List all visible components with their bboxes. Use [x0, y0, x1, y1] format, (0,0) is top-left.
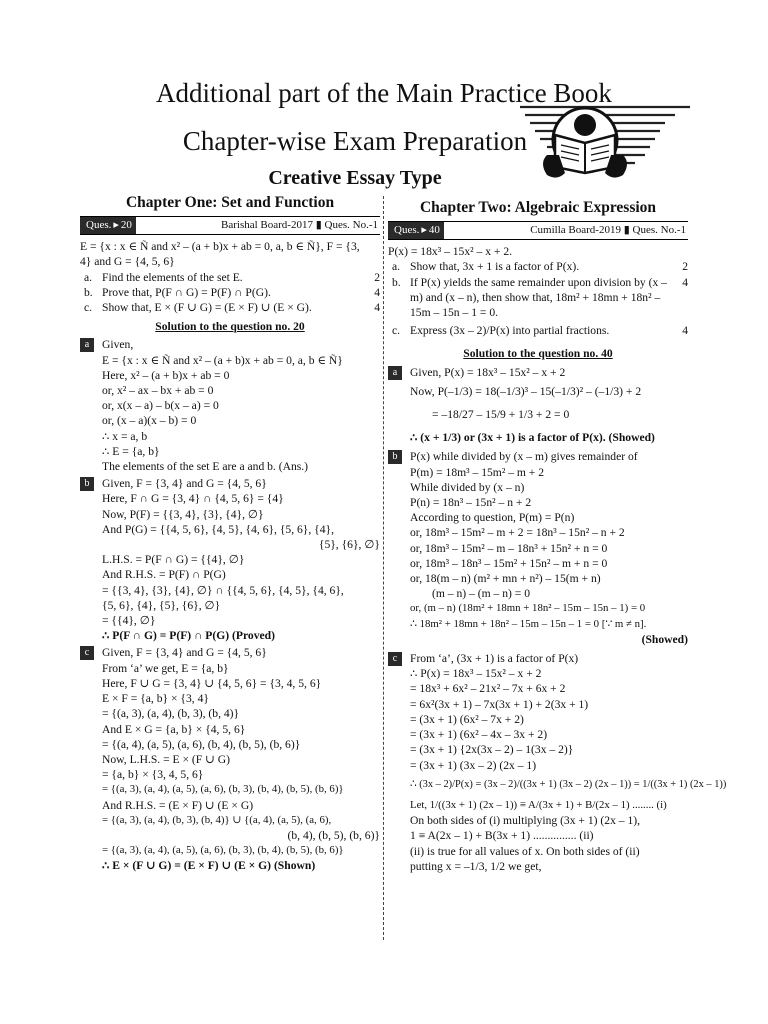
answer-line: P(n) = 18n³ – 15n² – n + 2	[410, 496, 532, 510]
answer-line: = 18x³ + 6x² – 21x² – 7x + 6x + 2	[410, 682, 566, 696]
question-source: Cumilla Board-2019 ▮ Ques. No.-1	[530, 224, 686, 237]
answer-c	[80, 645, 380, 873]
answer-line: ∴ 18m² + 18mn + 18n² – 15m – 15n – 1 = 0 [∵ m ≠ n].	[410, 617, 647, 630]
right-column	[388, 199, 727, 874]
sub-key: a.	[392, 260, 401, 274]
answer-a	[388, 365, 688, 446]
answer-line: or, (m – n) (18m² + 18mn + 18n² – 15m – 15n – 1) = 0	[410, 602, 646, 615]
answer-line: E × F = {a, b} × {3, 4}	[102, 692, 209, 706]
sub-question	[80, 300, 380, 315]
answer-line: or, 18m³ – 15m² – m + 2 = 18n³ – 15n² – n + 2	[410, 526, 625, 540]
arrow-icon: ▸	[113, 219, 119, 232]
answer-line: = {(a, 3), (a, 4), (a, 5), (a, 6), (b, 3), (b, 4), (b, 5), (b, 6)}	[102, 783, 344, 796]
answer-line: = {(a, 3), (a, 4), (a, 5), (a, 6), (b, 3), (b, 4), (b, 5), (b, 6)}	[102, 844, 344, 857]
part-label: a	[388, 366, 402, 380]
sub-question	[80, 270, 380, 285]
sub-text: Show that, 3x + 1 is a factor of P(x).	[410, 260, 580, 274]
question-no: Ques. No.-1	[632, 224, 686, 237]
left-column	[80, 195, 380, 874]
question-tag	[388, 222, 444, 239]
answer-line: (b, 4), (b, 5), (b, 6)}	[287, 828, 380, 842]
arrow-icon: ▸	[421, 224, 427, 237]
answer-line: = {(a, 3), (a, 4), (b, 3), (b, 4)}	[102, 707, 240, 721]
part-label: c	[80, 646, 94, 660]
answer-line: {5, 6}, {4}, {5}, {6}, ∅}	[102, 598, 221, 612]
answer-line: L.H.S. = P(F ∩ G) = {{4}, ∅}	[102, 553, 245, 567]
column-divider	[383, 196, 384, 940]
question-stem: 4} and G = {4, 5, 6}	[80, 255, 175, 269]
answer-line: Here, x² – (a + b)x + ab = 0	[102, 368, 230, 382]
answer-line: Now, L.H.S. = E × (F ∪ G)	[102, 752, 230, 766]
answer-line: (m – n) – (m – n) = 0	[432, 587, 530, 601]
answer-line: ∴ x = a, b	[102, 429, 148, 443]
sub-key: b.	[392, 275, 401, 289]
header-type: Creative Essay Type	[268, 167, 442, 189]
answer-a	[80, 337, 380, 474]
answer-line: = {a, b} × {3, 4, 5, 6}	[102, 768, 204, 782]
answer-line: Given, F = {3, 4} and G = {4, 5, 6}	[102, 646, 267, 660]
sub-marks: 2	[374, 270, 380, 284]
question-stem: P(x) = 18x³ – 15x² – x + 2.	[388, 245, 513, 259]
solution-heading: Solution to the question no. 40	[463, 347, 613, 361]
board-name: Barishal Board-2017	[221, 219, 313, 232]
answer-line: Let, 1/((3x + 1) (2x – 1)) ≡ A/(3x + 1) + B/(2x – 1) ........ (i)	[410, 798, 667, 811]
answer-b	[80, 476, 380, 643]
answer-line: And E × G = {a, b} × {4, 5, 6}	[102, 722, 246, 736]
reader-logo-icon	[515, 95, 690, 195]
answer-line: = {{3, 4}, {3}, {4}, ∅} ∩ {{4, 5, 6}, {4, 5}, {4, 6},	[102, 583, 344, 597]
answer-line: And R.H.S. = P(F) ∩ P(G)	[102, 568, 226, 582]
answer-line: (Showed)	[641, 632, 688, 646]
answer-line: = (3x + 1) (6x² – 4x – 3x + 2)	[410, 728, 548, 742]
header-title: Additional part of the Main Practice Book	[156, 78, 612, 108]
answer-line: ∴ P(x) = 18x³ – 15x² – x + 2	[410, 667, 542, 681]
sub-marks: 4	[682, 324, 688, 338]
answer-line: = {(a, 3), (a, 4), (b, 3), (b, 4)} ∪ {(a, 4), (a, 5), (a, 6),	[102, 813, 332, 826]
answer-line: From ‘a’ we get, E = {a, b}	[102, 661, 229, 675]
answer-line: ∴ E = {a, b}	[102, 444, 160, 458]
answer-c	[388, 651, 727, 874]
answer-line: Here, F ∪ G = {3, 4} ∪ {4, 5, 6} = {3, 4, 5, 6}	[102, 676, 322, 690]
answer-b	[388, 449, 688, 647]
part-label: b	[388, 450, 402, 464]
answer-line: or, 18m³ – 18n³ – 15m² + 15n² – m + n = 0	[410, 556, 608, 570]
part-label: b	[80, 477, 94, 491]
answer-line: Now, P(F) = {{3, 4}, {3}, {4}, ∅}	[102, 507, 264, 521]
question-tag	[80, 217, 136, 234]
answer-line: ∴ E × (F ∪ G) = (E × F) ∪ (E × G) (Shown)	[102, 859, 316, 873]
answer-line: Given, P(x) = 18x³ – 15x² – x + 2	[410, 365, 566, 379]
answer-line: = {{4}, ∅}	[102, 614, 156, 628]
chapter-heading: Chapter Two: Algebraic Expression	[419, 199, 657, 216]
answer-line: And P(G) = {{4, 5, 6}, {4, 5}, {4, 6}, {5, 6}, {4},	[102, 522, 334, 536]
question-stem: E = {x : x ∈ Ñ and x² – (a + b)x + ab = 0, a, b ∈ Ñ}, F = {3,	[80, 240, 360, 254]
answer-line: or, 18m³ – 15m² – m – 18n³ + 15n² + n = 0	[410, 541, 608, 555]
board-name: Cumilla Board-2019	[530, 224, 621, 237]
answer-line: = (3x + 1) (3x – 2) (2x – 1)	[410, 758, 537, 772]
sub-key: b.	[84, 285, 93, 299]
sub-key: c.	[392, 324, 401, 338]
answer-line: = (3x + 1) {2x(3x – 2) – 1(3x – 2)}	[410, 743, 574, 757]
solution-heading: Solution to the question no. 20	[155, 320, 305, 334]
question-no: Ques. No.-1	[324, 219, 378, 232]
answer-line: P(x) while divided by (x – m) gives remainder of	[410, 450, 638, 464]
answer-line: ∴ P(F ∩ G) = P(F) ∩ P(G) (Proved)	[102, 629, 275, 643]
sub-question	[388, 275, 688, 321]
sub-text: If P(x) yields the same remainder upon division by (x – m) and (x – n), then show that, 18m² + 18mn + 18n² – 15m – 15n – 1 = 0.	[410, 275, 667, 320]
answer-line: or, 18(m – n) (m² + mn + n²) – 15(m + n)	[410, 572, 601, 586]
answer-line: ∴ (3x – 2)/P(x) = (3x – 2)/((3x + 1) (3x – 2) (2x – 1)) = 1/((3x + 1) (2x – 1))	[410, 778, 727, 790]
answer-line: And R.H.S. = (E × F) ∪ (E × G)	[102, 798, 254, 812]
sub-text: Express (3x – 2)/P(x) into partial fractions.	[410, 324, 610, 338]
sub-marks: 4	[682, 275, 688, 289]
question-tag-label: Ques.	[394, 224, 420, 237]
part-label: a	[80, 338, 94, 352]
sub-key: c.	[84, 301, 93, 315]
answer-line: P(m) = 18m³ – 15m² – m + 2	[410, 465, 545, 479]
sub-question	[388, 323, 688, 338]
answer-line: putting x = –1/3, 1/2 we get,	[410, 859, 542, 873]
sub-text: Show that, E × (F ∪ G) = (E × F) ∪ (E × G).	[102, 301, 312, 315]
answer-line: (ii) is true for all values of x. On both sides of (ii)	[410, 844, 640, 858]
answer-line: The elements of the set E are a and b. (Ans.)	[102, 460, 309, 474]
sub-marks: 2	[682, 260, 688, 274]
answer-line: or, x² – ax – bx + ab = 0	[102, 384, 214, 398]
answer-line: Given,	[102, 338, 134, 352]
answer-line: = {(a, 4), (a, 5), (a, 6), (b, 4), (b, 5), (b, 6)}	[102, 737, 301, 751]
question-number: 20	[120, 219, 132, 232]
answer-line: Now, P(–1/3) = 18(–1/3)³ – 15(–1/3)² – (–1/3) + 2	[410, 384, 642, 398]
question-bar	[80, 216, 380, 235]
answer-line: = (3x + 1) (6x² – 7x + 2)	[410, 712, 524, 726]
sub-marks: 4	[374, 285, 380, 299]
answer-line: or, x(x – a) – b(x – a) = 0	[102, 399, 219, 413]
chapter-heading: Chapter One: Set and Function	[125, 194, 335, 211]
sub-question	[388, 259, 688, 274]
answer-line: or, (x – a)(x – b) = 0	[102, 414, 197, 428]
answer-line: 1 ≡ A(2x – 1) + B(3x + 1) ............... (ii)	[410, 829, 594, 843]
question-bar	[388, 221, 688, 240]
answer-line: E = {x : x ∈ Ñ and x² – (a + b)x + ab = 0, a, b ∈ Ñ}	[102, 353, 343, 367]
answer-line: Given, F = {3, 4} and G = {4, 5, 6}	[102, 477, 267, 491]
answer-line: = –18/27 – 15/9 + 1/3 + 2 = 0	[432, 408, 570, 422]
sub-key: a.	[84, 270, 93, 284]
sub-question	[80, 285, 380, 300]
question-tag-label: Ques.	[86, 219, 112, 232]
sub-marks: 4	[374, 301, 380, 315]
answer-line: Here, F ∩ G = {3, 4} ∩ {4, 5, 6} = {4}	[102, 492, 284, 506]
answer-line: ∴ (x + 1/3) or (3x + 1) is a factor of P(x). (Showed)	[410, 431, 655, 445]
answer-line: {5}, {6}, ∅}	[318, 538, 380, 552]
answer-line: On both sides of (i) multiplying (3x + 1) (2x – 1),	[410, 814, 641, 828]
part-label: c	[388, 652, 402, 666]
answer-line: While divided by (x – n)	[410, 480, 525, 494]
question-source: Barishal Board-2017 ▮ Ques. No.-1	[221, 219, 378, 232]
answer-line: From ‘a’, (3x + 1) is a factor of P(x)	[410, 652, 579, 666]
answer-line: According to question, P(m) = P(n)	[410, 511, 575, 525]
sub-text: Prove that, P(F ∩ G) = P(F) ∩ P(G).	[102, 285, 271, 299]
answer-line: = 6x²(3x + 1) – 7x(3x + 1) + 2(3x + 1)	[410, 697, 589, 711]
question-number: 40	[428, 224, 440, 237]
sub-text: Find the elements of the set E.	[102, 270, 243, 284]
header-subtitle: Chapter-wise Exam Preparation	[182, 126, 528, 156]
